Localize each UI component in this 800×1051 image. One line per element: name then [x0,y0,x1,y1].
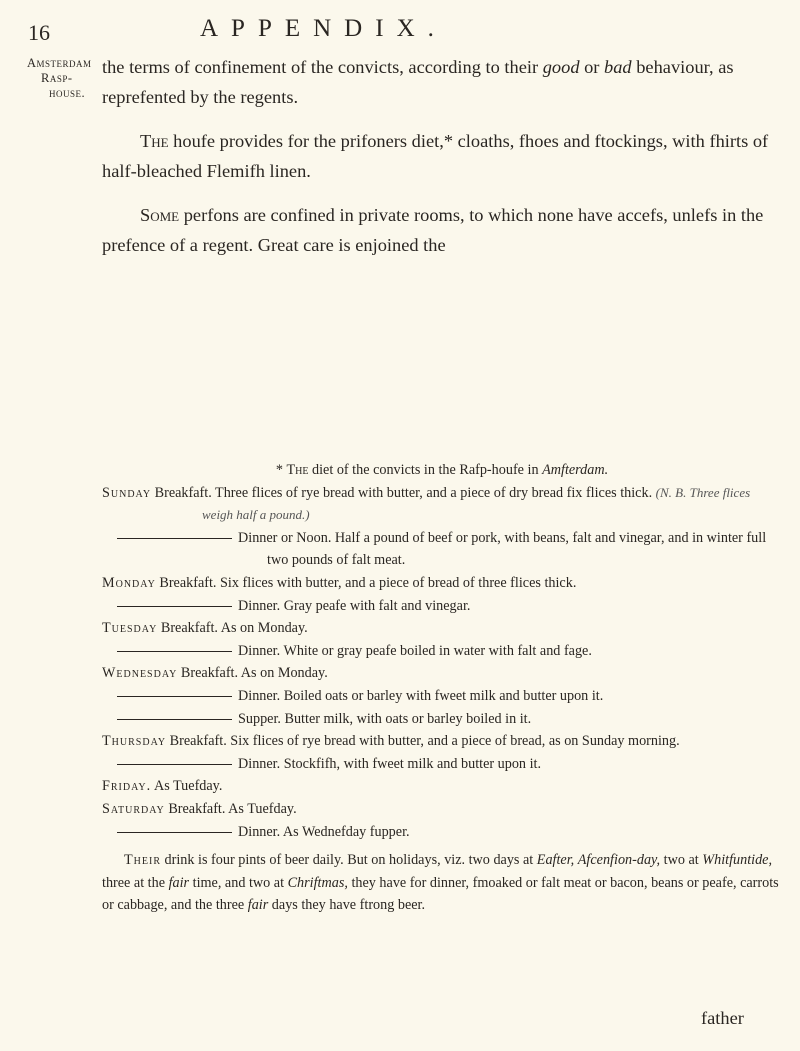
margin-note-line: house. [49,86,86,100]
text: perfons are confined in private rooms, to which none have accefs, unlefs in the prefence of a regent. Great care is enjoined the [102,205,764,255]
diet-row-wednesday [102,662,782,685]
diet-row-wednesday-dinner [102,685,782,708]
text: two at [660,852,703,869]
text: * [275,462,287,478]
text: houfe provides for the prifoners diet,* cloaths, fhoes and ftockings, with fhirts of half-bleached Flemifh linen. [102,131,769,181]
text: As Tuefday. [151,778,223,795]
text: they have for dinner, fmoaked or falt meat or bacon, beans or peafe, carrots or cabbage, and the three [102,874,779,914]
day-label: Tuesday [102,620,158,637]
day-label: Sunday [102,484,152,501]
diet-row-saturday [102,798,782,821]
text: Dinner or Noon. Half a pound of beef or pork, with beans, falt and vinegar, and in winter full two pounds of falt meat. [238,529,767,569]
italic-text: fair [168,874,190,891]
italic-text: fair [247,897,269,914]
text: time, and two at [189,874,288,891]
running-head: APPENDIX. [200,15,447,42]
diet-row-monday-dinner [102,595,782,618]
text: Breakfaft. As on Monday. [157,620,308,637]
text: Breakfaft. Six flices of rye bread with butter, and a piece of bread, as on Sunday morning. [166,733,680,750]
text: or [579,57,605,77]
lead-word: Their [124,852,161,869]
text: Dinner. Stockfifh, with fweet milk and butter upon it. [238,755,542,772]
day-label: Saturday [102,800,165,817]
text: Dinner. White or gray peafe boiled in water with falt and fage. [238,642,592,659]
diet-row-thursday [102,730,782,753]
footnote [102,459,782,917]
text: Breakfaft. As on Monday. [177,665,328,682]
day-label: Monday [102,574,156,591]
diet-row-wednesday-supper [102,708,782,731]
paragraph-2 [102,126,777,186]
page-number: 16 [28,20,50,45]
italic-text: Eafter, [536,852,575,869]
lead-word: Some [140,205,180,225]
dash-rule [117,606,232,607]
diet-row-saturday-dinner [102,821,782,844]
italic-text: bad [604,57,632,77]
lead-word: The [140,131,169,151]
diet-row-monday [102,572,782,595]
lead-word: The [286,462,309,478]
text: the terms of confinement of the convicts, according to their [102,57,543,77]
diet-row-sunday-dinner [102,527,782,572]
day-label: Friday. [102,778,152,795]
text: drink is four pints of beer daily. But on holidays, viz. two days at [161,852,537,869]
catchword: father [701,1008,744,1028]
paragraph-1 [102,52,777,112]
text: Supper. Butter milk, with oats or barley boiled in it. [238,710,532,727]
text: Breakfaft. Six flices with butter, and a piece of bread of three flices thick. [155,574,577,591]
day-label: Thursday [102,733,167,750]
margin-note-line: Rasp- [41,71,73,85]
dash-rule [117,696,232,697]
dash-rule [117,538,232,539]
diet-row-sunday [102,482,782,527]
diet-row-friday [102,775,782,798]
text: days they have ftrong beer. [268,897,426,914]
italic-text: good [542,57,580,77]
dash-rule [117,719,232,720]
day-label: Wednesday [102,665,178,682]
diet-row-tuesday [102,617,782,640]
text: Breakfaft. As Tuefday. [164,800,297,817]
dash-rule [117,832,232,833]
dash-rule [117,651,232,652]
text: behaviour, as reprefented by the regents. [102,57,734,107]
text: three at the [102,874,169,891]
text: Breakfaft. Three flices of rye bread with butter, and a piece of dry bread fix flices thick. [151,484,653,501]
diet-row-thursday-dinner [102,753,782,776]
body-text [102,52,777,260]
diet-row-tuesday-dinner [102,640,782,663]
italic-text: Chriftmas, [287,874,348,891]
dash-rule [117,764,232,765]
italic-text: Whitfuntide, [702,852,773,869]
text: Dinner. Gray peafe with falt and vinegar. [238,597,471,614]
margin-note-line: Amsterdam [27,56,92,70]
italic-text: Amfterdam. [542,462,609,478]
drink-paragraph [102,849,782,917]
margin-note [27,56,92,101]
handwritten-note: (N. B. Three flices weigh half a pound.) [202,484,751,523]
text: diet of the convicts in the Rafp-houfe in [308,462,543,478]
text: Dinner. As Wednefday fupper. [238,823,410,840]
footnote-title [102,459,782,482]
text: Dinner. Boiled oats or barley with fweet milk and butter upon it. [238,687,604,704]
paragraph-3 [102,200,777,260]
italic-text: Afcenfion-day, [577,852,661,869]
